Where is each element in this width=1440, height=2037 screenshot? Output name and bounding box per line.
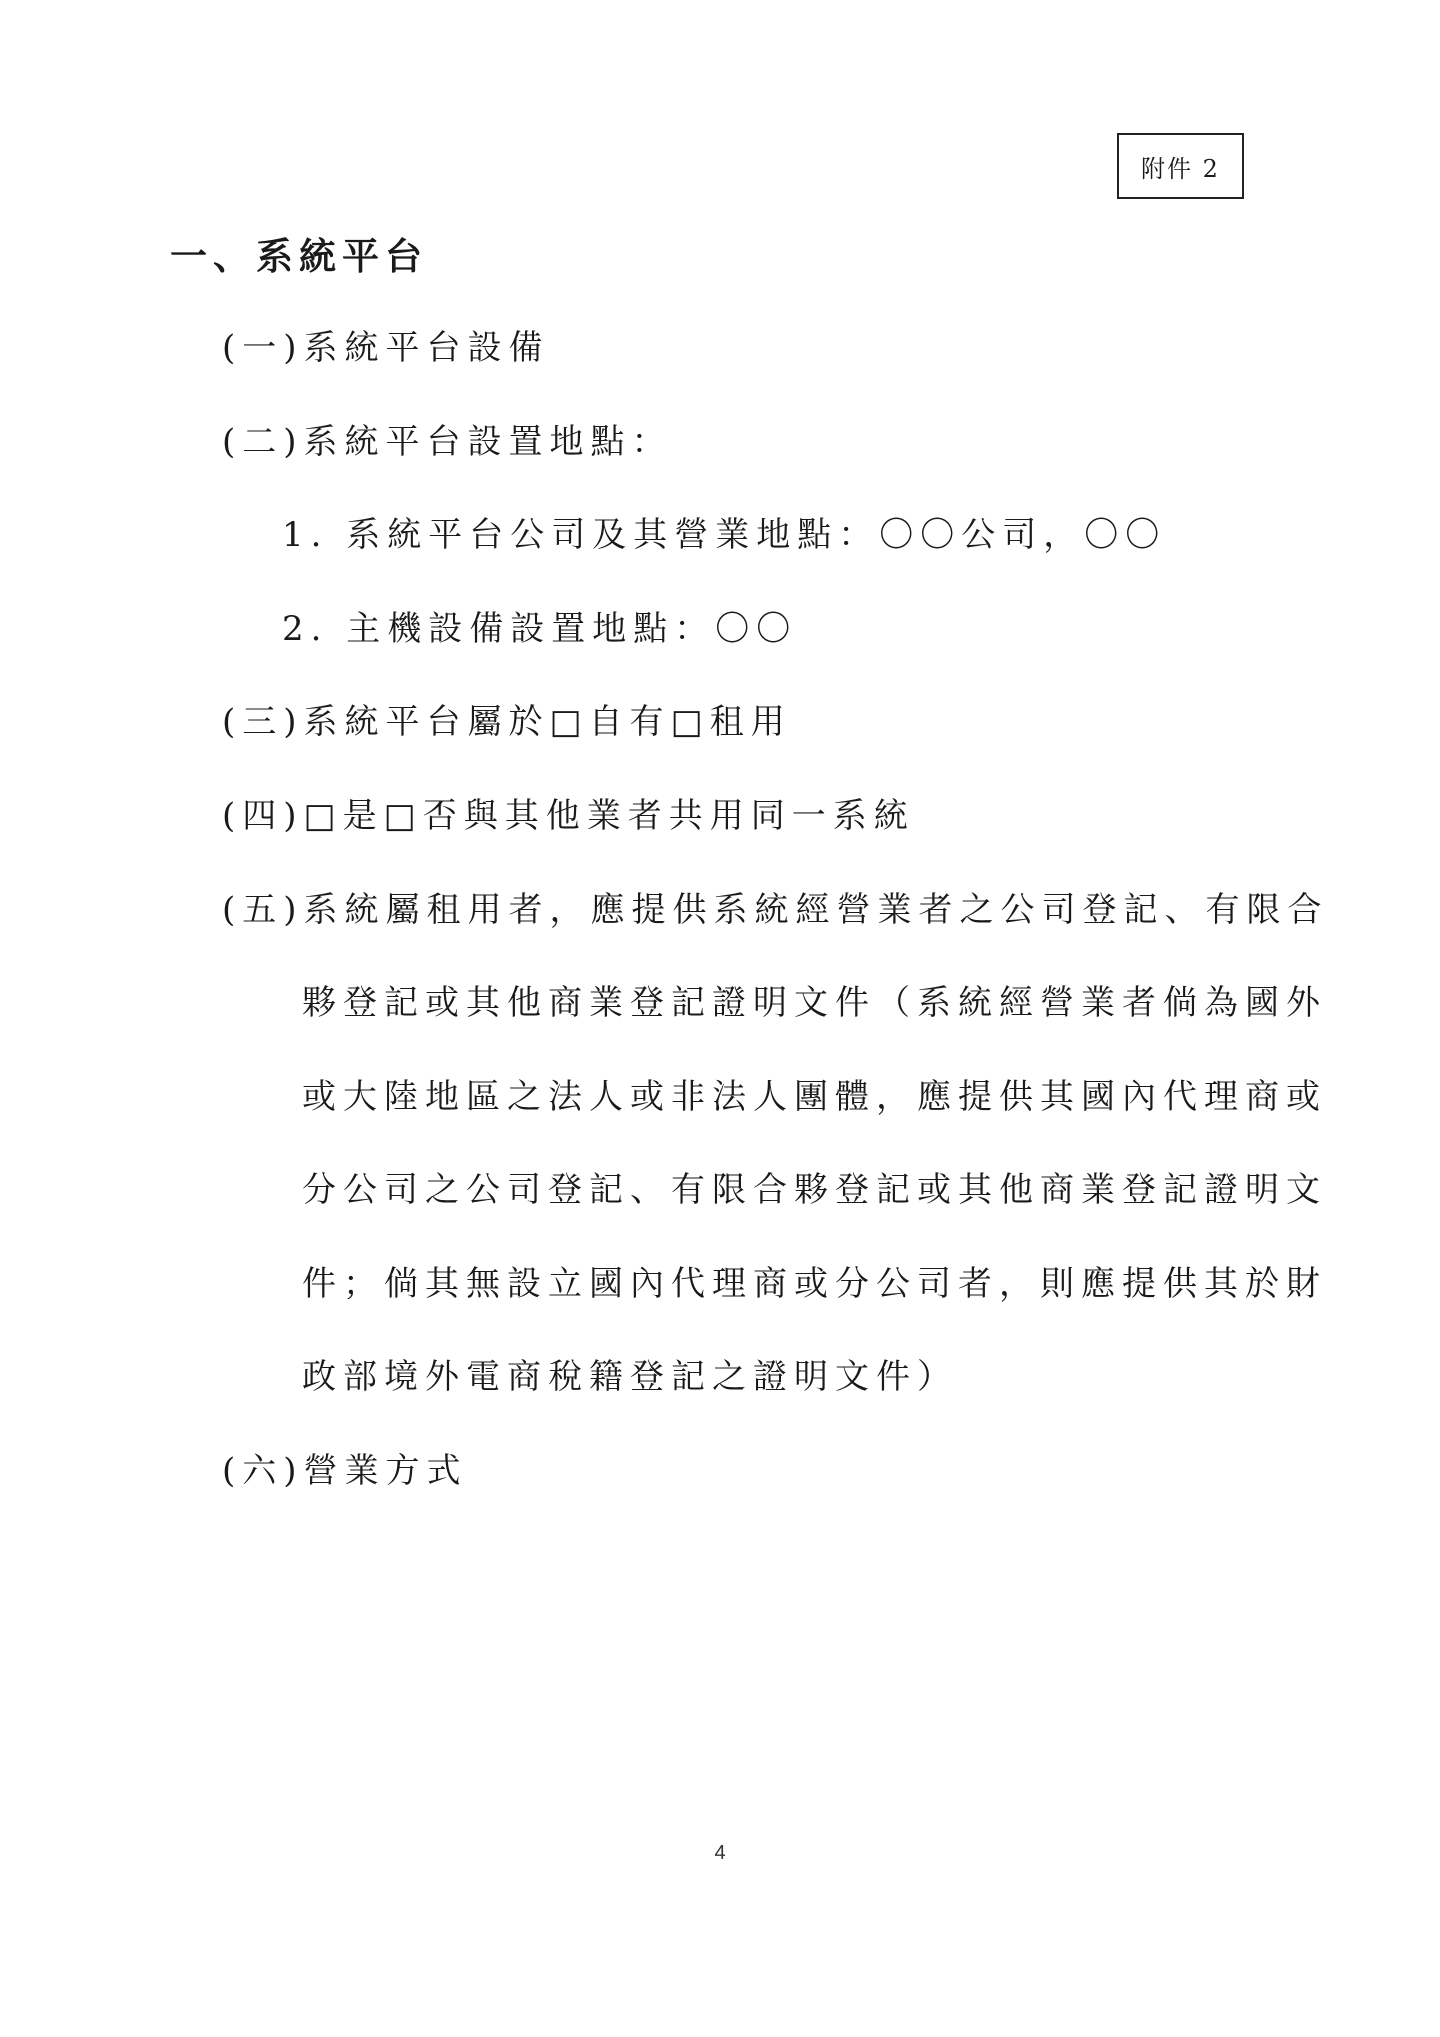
item-1-equipment: (一)系統平台設備 (222, 328, 550, 368)
page-number: 4 (714, 1842, 726, 1864)
item-5-lease-requirement-line-2: 夥登記或其他商業登記證明文件（系統經營業者倘為國外 (302, 983, 1327, 1023)
item-4-shared-system: (四)□是□否與其他業者共用同一系統 (222, 796, 915, 836)
section-heading: 一、系統平台 (170, 234, 428, 278)
sub-item-1-company-location: 1. 系統平台公司及其營業地點：〇〇公司，〇〇 (282, 515, 1167, 555)
item-5-lease-requirement-line-1: (五)系統屬租用者，應提供系統經營業者之公司登記、有限合 (222, 890, 1329, 930)
item-6-business-method: (六)營業方式 (222, 1451, 468, 1491)
item-5-lease-requirement-line-3: 或大陸地區之法人或非法人團體，應提供其國內代理商或 (302, 1077, 1327, 1117)
annex-label: 附件 2 (1117, 133, 1244, 199)
item-5-lease-requirement-line-4: 分公司之公司登記、有限合夥登記或其他商業登記證明文 (302, 1170, 1327, 1210)
item-3-ownership: (三)系統平台屬於□自有□租用 (222, 702, 792, 742)
item-5-lease-requirement-line-6: 政部境外電商稅籍登記之證明文件） (302, 1357, 958, 1397)
item-5-lease-requirement-line-5: 件；倘其無設立國內代理商或分公司者，則應提供其於財 (302, 1264, 1327, 1304)
sub-item-2-host-location: 2. 主機設備設置地點：〇〇 (282, 609, 798, 649)
item-2-location: (二)系統平台設置地點： (222, 422, 673, 462)
